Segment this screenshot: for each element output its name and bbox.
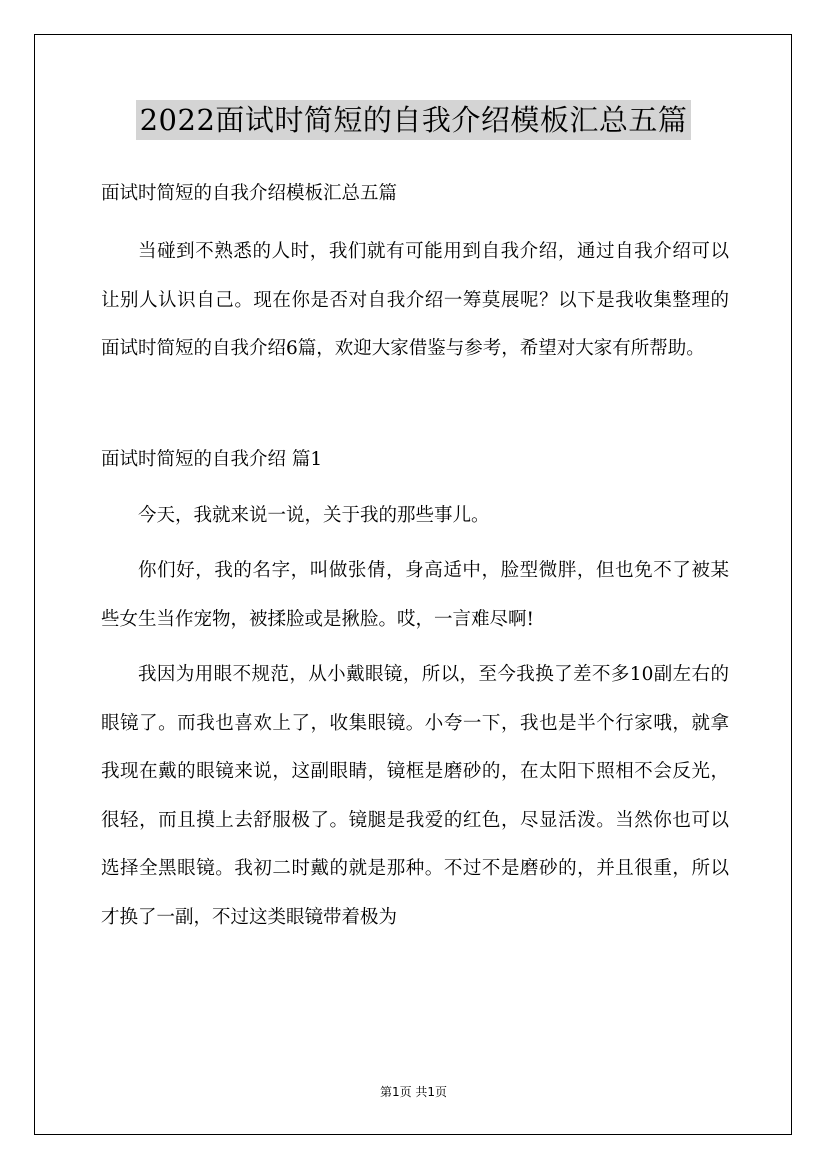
title-container xyxy=(0,100,827,140)
document-body xyxy=(101,174,729,942)
section-heading: 面试时简短的自我介绍 篇1 xyxy=(101,448,323,470)
document-title: 2022面试时简短的自我介绍模板汇总五篇 xyxy=(136,100,692,140)
body-paragraph: 你们好，我的名字，叫做张倩，身高适中，脸型微胖，但也免不了被某些女生当作宠物，被揉脸或是揪脸。哎，一言难尽啊! xyxy=(101,560,729,630)
intro-paragraph: 当碰到不熟悉的人时，我们就有可能用到自我介绍，通过自我介绍可以让别人认识自己。现在你是否对自我介绍一筹莫展呢？以下是我收集整理的面试时简短的自我介绍6篇，欢迎大家借鉴与参考，希望对大家有所帮助。 xyxy=(101,241,729,359)
page-footer: 第1页 共1页 xyxy=(379,1085,448,1099)
document-subtitle: 面试时简短的自我介绍模板汇总五篇 xyxy=(101,183,398,204)
body-paragraph: 我因为用眼不规范，从小戴眼镜，所以，至今我换了差不多10副左右的眼镜了。而我也喜欢上了，收集眼镜。小夸一下，我也是半个行家哦，就拿我现在戴的眼镜来说，这副眼睛，镜框是磨砂的，在太阳下照相不会反光，很轻，而且摸上去舒服极了。镜腿是我爱的红色，尽显活泼。当然你也可以选择全黑眼镜。我初二时戴的就是那种。不过不是磨砂的，并且很重，所以才换了一副，不过这类眼镜带着极为 xyxy=(101,664,729,928)
body-paragraph: 今天，我就来说一说，关于我的那些事儿。 xyxy=(138,504,490,526)
